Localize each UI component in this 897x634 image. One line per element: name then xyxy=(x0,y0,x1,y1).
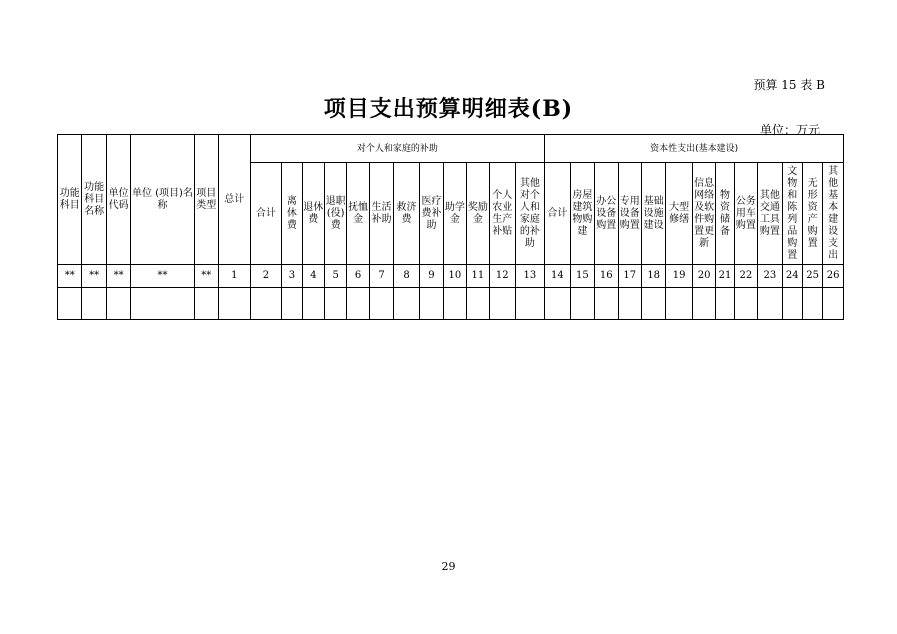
code-cell: 1 xyxy=(219,265,251,288)
data-cell xyxy=(758,288,782,320)
data-cell xyxy=(444,288,466,320)
header-cell: 功能科目 xyxy=(58,135,82,265)
code-cell: 7 xyxy=(369,265,393,288)
data-cell xyxy=(394,288,419,320)
data-cell xyxy=(802,288,822,320)
header-cell: 文物和陈列品购置 xyxy=(782,163,802,265)
data-cell xyxy=(595,288,618,320)
code-cell: 2 xyxy=(250,265,282,288)
data-cell xyxy=(641,288,665,320)
header-cell: 房屋建筑物购建 xyxy=(570,163,594,265)
data-cell xyxy=(515,288,545,320)
data-cell xyxy=(466,288,489,320)
header-cell: 功能科目名称 xyxy=(82,135,106,265)
header-cell: 退休费 xyxy=(302,163,324,265)
data-cell xyxy=(250,288,282,320)
code-cell: 25 xyxy=(802,265,822,288)
header-cell: 个人农业生产补贴 xyxy=(490,163,515,265)
data-cell xyxy=(282,288,302,320)
code-cell: 19 xyxy=(666,265,693,288)
header-cell: 退职(役)费 xyxy=(324,163,346,265)
code-cell: 24 xyxy=(782,265,802,288)
data-cell xyxy=(692,288,715,320)
header-cell: 项目类型 xyxy=(194,135,218,265)
code-cell: 14 xyxy=(545,265,570,288)
header-cell: 助学金 xyxy=(444,163,466,265)
data-cell xyxy=(347,288,369,320)
header-cell: 其他对个人和家庭的补助 xyxy=(515,163,545,265)
header-cell: 合计 xyxy=(545,163,570,265)
header-cell: 合计 xyxy=(250,163,282,265)
header-cell: 生活补助 xyxy=(369,163,393,265)
code-cell: 8 xyxy=(394,265,419,288)
header-cell: 离休费 xyxy=(282,163,302,265)
data-cell xyxy=(219,288,251,320)
header-cell: 抚恤金 xyxy=(347,163,369,265)
header-cell: 其他基本建设支出 xyxy=(823,163,844,265)
code-row xyxy=(58,265,844,288)
data-cell xyxy=(823,288,844,320)
header-cell: 信息网络及软件购置更新 xyxy=(692,163,715,265)
header-row-groups xyxy=(58,135,844,163)
data-cell xyxy=(324,288,346,320)
page-title: 项目支出预算明细表(B) xyxy=(323,96,574,122)
header-cell: 单位代码 xyxy=(106,135,130,265)
code-cell: 21 xyxy=(716,265,734,288)
data-cell xyxy=(666,288,693,320)
unit-label: 单位：万元 xyxy=(759,123,820,137)
header-cell: 其他交通工具购置 xyxy=(758,163,782,265)
header-cell: 公务用车购置 xyxy=(734,163,757,265)
data-cell xyxy=(106,288,130,320)
data-cell xyxy=(302,288,324,320)
code-cell: 20 xyxy=(692,265,715,288)
data-cell xyxy=(194,288,218,320)
code-cell: ** xyxy=(131,265,194,288)
code-cell: 22 xyxy=(734,265,757,288)
header-cell: 无形资产购置 xyxy=(802,163,822,265)
header-cell: 医疗费补助 xyxy=(419,163,443,265)
header-cell: 基础设施建设 xyxy=(641,163,665,265)
code-cell: ** xyxy=(194,265,218,288)
empty-data-row xyxy=(58,288,844,320)
header-cell: 救济费 xyxy=(394,163,419,265)
data-cell xyxy=(570,288,594,320)
data-cell xyxy=(716,288,734,320)
code-cell: 6 xyxy=(347,265,369,288)
budget-table xyxy=(57,134,844,320)
code-cell: ** xyxy=(106,265,130,288)
code-cell: ** xyxy=(58,265,82,288)
header-cell: 奖励金 xyxy=(466,163,489,265)
data-cell xyxy=(419,288,443,320)
header-cell: 物资储备 xyxy=(716,163,734,265)
data-cell xyxy=(369,288,393,320)
code-cell: 11 xyxy=(466,265,489,288)
code-cell: ** xyxy=(82,265,106,288)
code-cell: 15 xyxy=(570,265,594,288)
header-cell: 总计 xyxy=(219,135,251,265)
data-cell xyxy=(490,288,515,320)
group-header-personal: 对个人和家庭的补助 xyxy=(250,135,545,163)
code-cell: 12 xyxy=(490,265,515,288)
code-cell: 3 xyxy=(282,265,302,288)
group-header-capital: 资本性支出(基本建设) xyxy=(545,135,844,163)
code-cell: 26 xyxy=(823,265,844,288)
code-cell: 16 xyxy=(595,265,618,288)
code-cell: 17 xyxy=(618,265,641,288)
code-cell: 10 xyxy=(444,265,466,288)
code-cell: 18 xyxy=(641,265,665,288)
code-cell: 4 xyxy=(302,265,324,288)
header-cell: 专用设备购置 xyxy=(618,163,641,265)
form-reference: 预算 15 表 B xyxy=(753,78,825,92)
data-cell xyxy=(545,288,570,320)
data-cell xyxy=(131,288,194,320)
code-cell: 13 xyxy=(515,265,545,288)
header-cell: 单位 (项目)名称 xyxy=(131,135,194,265)
page-number: 29 xyxy=(441,560,456,573)
data-cell xyxy=(734,288,757,320)
header-cell: 大型修缮 xyxy=(666,163,693,265)
code-cell: 9 xyxy=(419,265,443,288)
code-cell: 5 xyxy=(324,265,346,288)
data-cell xyxy=(82,288,106,320)
data-cell xyxy=(782,288,802,320)
header-cell: 办公设备购置 xyxy=(595,163,618,265)
code-cell: 23 xyxy=(758,265,782,288)
data-cell xyxy=(618,288,641,320)
data-cell xyxy=(58,288,82,320)
